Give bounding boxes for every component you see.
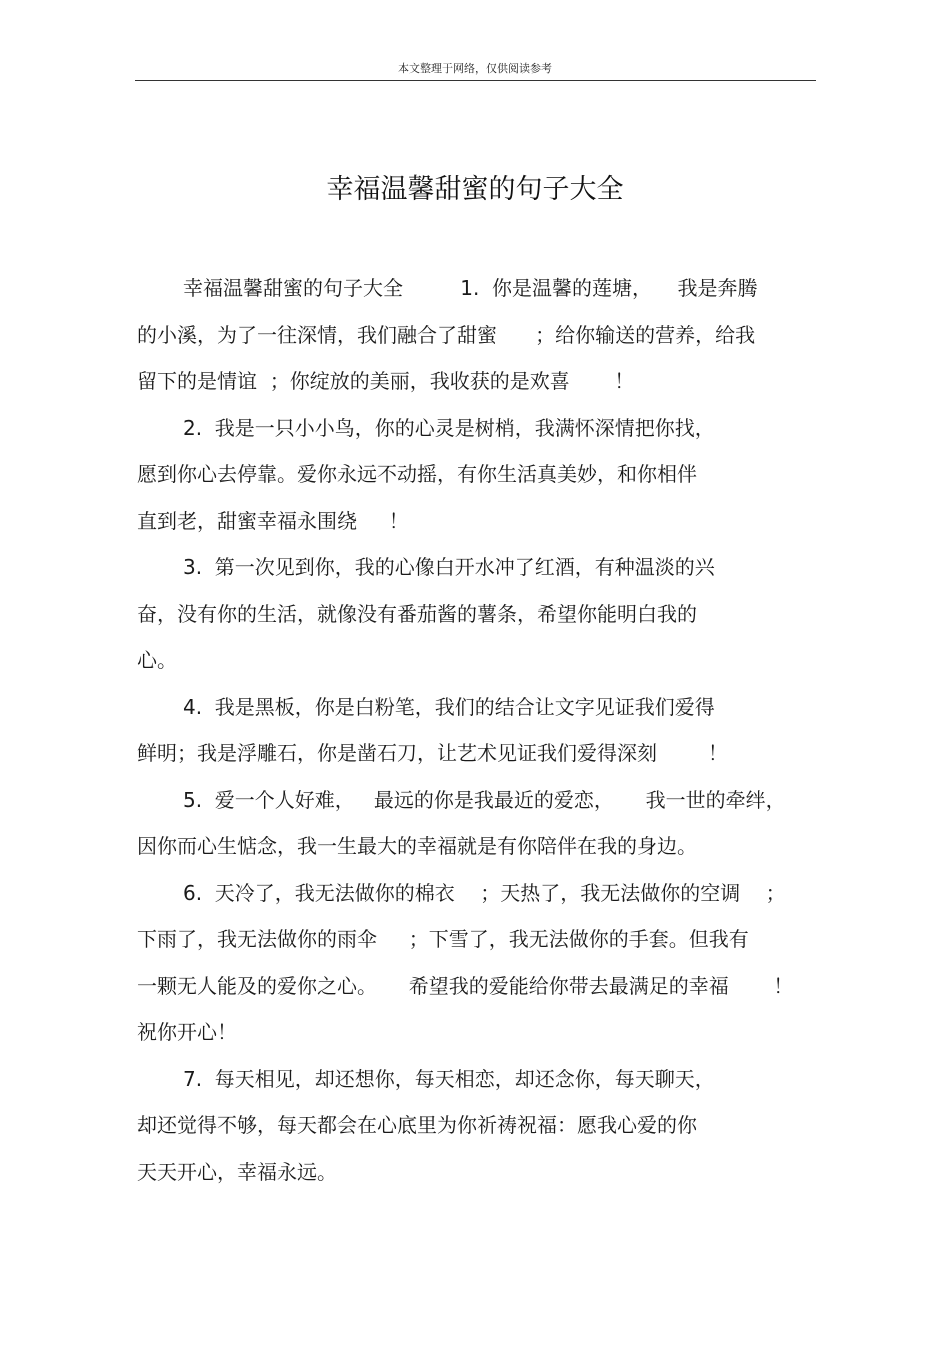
text-line: 愿到你心去停靠。爱你永远不动摇，有你生活真美妙，和你相伴: [137, 462, 697, 486]
header-note: 本文整理于网络，仅供阅读参考: [398, 62, 552, 75]
text-line: 天天开心，幸福永远。: [137, 1159, 337, 1184]
text-line: 5. 爱一个人好难， 最远的你是我最近的爱恋， 我一世的牵绊，: [183, 787, 786, 812]
text-line: 留下的是情谊 ；你绽放的美丽，我收获的是欢喜 ！: [137, 369, 635, 393]
text-line: 直到老，甜蜜幸福永围绕 ！: [137, 508, 409, 533]
text-line: 2. 我是一只小小鸟，你的心灵是树梢，我满怀深情把你找，: [183, 415, 715, 440]
text-line: 一颗无人能及的爱你之心。 希望我的爱能给你带去最满足的幸福 ！: [137, 973, 794, 998]
text-line: 7. 每天相见，却还想你，每天相恋，却还念你，每天聊天，: [183, 1066, 715, 1091]
text-line: 幸福温馨甜蜜的句子大全 1. 你是温馨的莲塘， 我是奔腾: [183, 276, 758, 300]
text-line: 的小溪，为了一往深情，我们融合了甜蜜 ；给你输送的营养，给我: [137, 322, 756, 347]
header-divider: [135, 80, 816, 81]
text-line: 3. 第一次见到你，我的心像白开水冲了红酒，有种温淡的兴: [183, 555, 715, 579]
text-line: 却还觉得不够，每天都会在心底里为你祈祷祝福：愿我心爱的你: [137, 1113, 697, 1137]
text-line: 鲜明；我是浮雕石，你是凿石刀，让艺术见证我们爱得深刻 ！: [137, 741, 728, 765]
text-line: 奋，没有你的生活，就像没有番茄酱的薯条，希望你能明白我的: [137, 601, 697, 626]
text-line: 心。: [137, 648, 177, 672]
text-line: 祝你开心！: [137, 1020, 237, 1044]
text-line: 下雨了，我无法做你的雨伞 ；下雪了，我无法做你的手套。但我有: [137, 927, 749, 951]
text-line: 因你而心生惦念，我一生最大的幸福就是有你陪伴在我的身边。: [137, 834, 697, 858]
document-title: 幸福温馨甜蜜的句子大全: [326, 174, 624, 206]
document-body: [137, 268, 817, 1198]
text-line: 4. 我是黑板，你是白粉笔，我们的结合让文字见证我们爱得: [183, 694, 715, 719]
text-line: 6. 天冷了，我无法做你的棉衣 ；天热了，我无法做你的空调 ；: [183, 880, 786, 905]
